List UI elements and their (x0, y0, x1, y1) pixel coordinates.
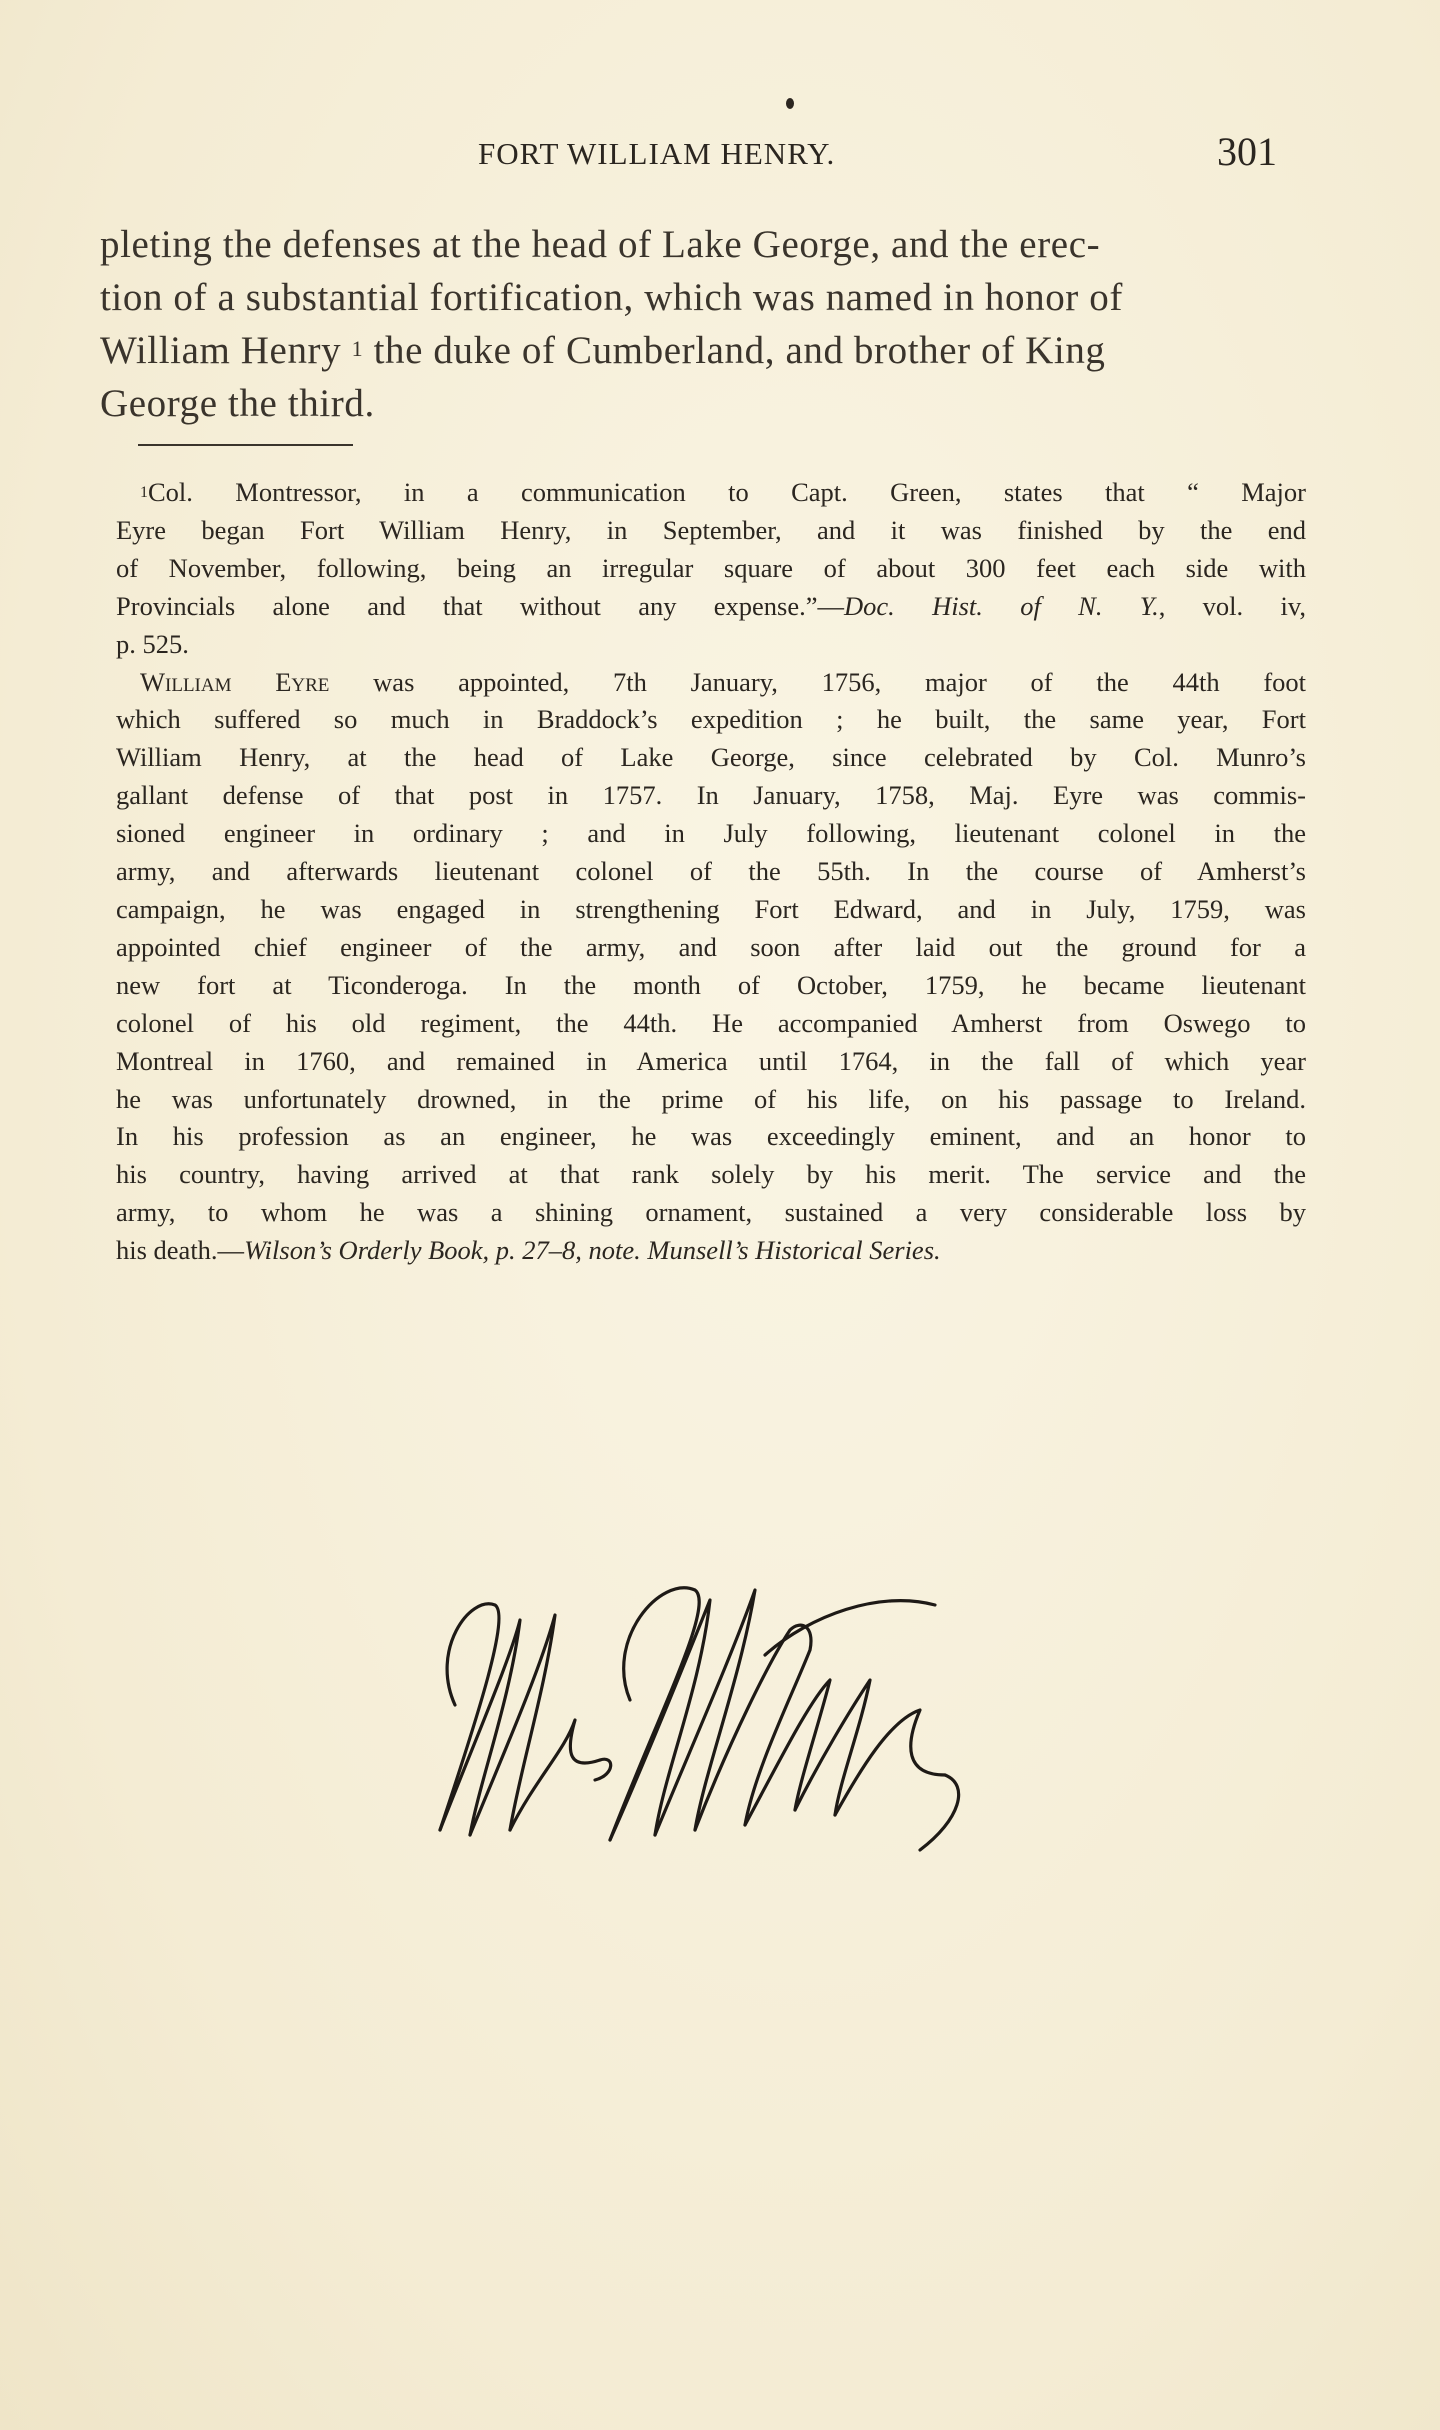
body-line (100, 324, 1300, 377)
footnote-line: army, and afterwards lieutenant colonel of the 55th. In the course of Amherst’s (116, 856, 1306, 887)
biography-name: William Eyre (140, 666, 330, 697)
footnote-line (116, 664, 1306, 702)
footnote-line: Montreal in 1760, and remained in America until 1764, in the fall of which year (116, 1045, 1306, 1076)
footnote-line: gallant defense of that post in 1757. In January, 1758, Maj. Eyre was commis- (116, 780, 1306, 811)
footnote-line (116, 588, 1306, 626)
footnote-line: of November, following, being an irregular square of about 300 feet each side with (116, 552, 1306, 583)
body-text-fragment: William Henry (100, 329, 342, 372)
citation-title: Wilson’s Orderly Book, p. 27–8, note. Munsell’s Historical Series. (244, 1235, 941, 1266)
running-head: FORT WILLIAM HENRY. (478, 136, 836, 171)
body-line: George the third. (100, 382, 375, 425)
footnote-line: William Henry, at the head of Lake George, since celebrated by Col. Munro’s (116, 742, 1306, 773)
footnote-line: army, to whom he was a shining ornament, sustained a very considerable loss by (116, 1197, 1306, 1228)
footnote-reference[interactable]: 1 (351, 336, 364, 361)
footnote-text: Col. Montressor, in a communication to Capt. Green, states that “ Major (148, 477, 1306, 507)
footnote-line: his country, having arrived at that rank solely by his merit. The service and the (116, 1159, 1306, 1190)
footnote-line: Eyre began Fort William Henry, in September, and it was finished by the end (116, 514, 1306, 545)
body-line: pleting the defenses at the head of Lake George, and the erec- (100, 223, 1101, 266)
handwritten-signature (360, 1560, 1100, 1860)
footnote-text: his death.— (116, 1235, 245, 1266)
print-mark (786, 98, 794, 109)
body-text-fragment: the duke of Cumberland, and brother of King (373, 329, 1106, 372)
footnote-text: Provincials alone and that without any expense.”— (116, 590, 845, 621)
footnotes (116, 474, 1306, 1270)
footnote-line (116, 1232, 1306, 1270)
citation-title: Doc. Hist. of N. Y. (844, 590, 1159, 621)
footnote-line: p. 525. (116, 628, 189, 659)
footnote-line: which suffered so much in Braddock’s expedition ; he built, the same year, Fort (116, 704, 1306, 735)
footnote-line: appointed chief engineer of the army, and soon after laid out the ground for a (116, 931, 1306, 962)
footnote-line (116, 474, 1306, 512)
footnote-line: new fort at Ticonderoga. In the month of October, 1759, he became lieutenant (116, 969, 1306, 1000)
footnote-line: sioned engineer in ordinary ; and in July following, lieutenant colonel in the (116, 818, 1306, 849)
body-line: tion of a substantial fortification, which was named in honor of (100, 276, 1123, 319)
footnote-line: colonel of his old regiment, the 44th. He accompanied Amherst from Oswego to (116, 1007, 1306, 1038)
footnote-text: was appointed, 7th January, 1756, major of the 44th foot (373, 666, 1307, 697)
footnote-line: he was unfortunately drowned, in the prime of his life, on his passage to Ireland. (116, 1083, 1306, 1114)
footnote-marker: 1 (140, 484, 148, 501)
page-number: 301 (1217, 129, 1277, 174)
footnote-line: In his profession as an engineer, he was exceedingly eminent, and an honor to (116, 1121, 1306, 1152)
footnote-line: campaign, he was engaged in strengthening Fort Edward, and in July, 1759, was (116, 893, 1306, 924)
footnote-divider (138, 444, 353, 446)
footnote-text: , vol. iv, (1158, 590, 1306, 621)
body-paragraph (100, 218, 1300, 430)
